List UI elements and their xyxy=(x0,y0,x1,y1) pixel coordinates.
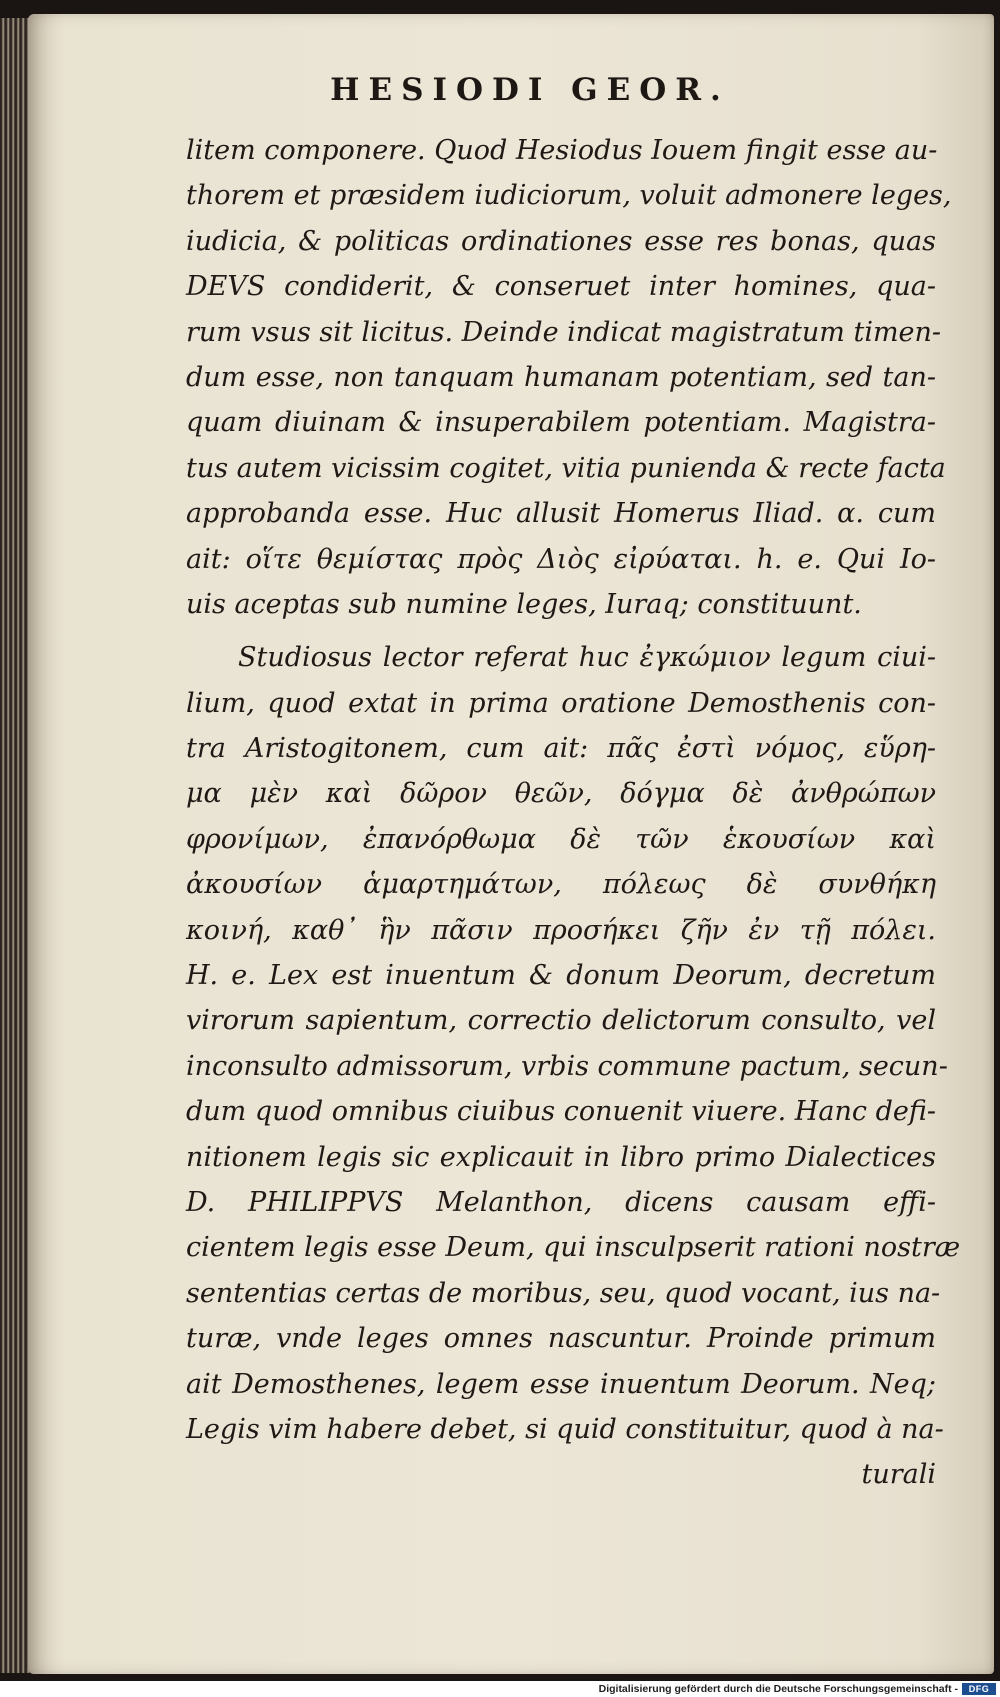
text-line: ait Demosthenes, legem esse inuentum Deorum. Neq; xyxy=(186,1368,936,1400)
text-line: sententias certas de moribus, seu, quod vocant, ius na- xyxy=(186,1277,941,1309)
text-line: thorem et præsidem iudiciorum, voluit admonere leges, xyxy=(186,180,952,212)
text-line: iudicia, & politicas ordinationes esse res bonas, quas xyxy=(186,225,936,257)
text-line: dum esse, non tanquam humanam potentiam, sed tan- xyxy=(186,361,936,393)
text-line: dum quod omnibus ciuibus conuenit viuere. Hanc defi- xyxy=(186,1096,936,1128)
running-head: HESIODI GEOR. xyxy=(330,72,730,108)
text-line: uis aceptas sub numine leges, Iuraq; constituunt. xyxy=(186,588,862,620)
text-line: φρονίμων, ἐπανόρθωμα δὲ τῶν ἑκουσίων καὶ xyxy=(186,823,936,855)
text-line: inconsulto admissorum, vrbis commune pactum, secun- xyxy=(186,1050,948,1082)
text-line: virorum sapientum, correctio delictorum consulto, vel xyxy=(186,1005,936,1037)
text-line: tra Aristogitonem, cum ait: πᾶς ἐστὶ νόμος, εὕρη- xyxy=(186,733,936,765)
text-line: litem componere. Quod Hesiodus Iouem fingit esse au- xyxy=(186,135,938,166)
text-line: rum vsus sit licitus. Deinde indicat magistratum timen- xyxy=(186,316,942,348)
text-line: DEVS condiderit, & conseruet inter homines, qua- xyxy=(186,271,936,303)
text-line: μα μὲν καὶ δῶρον θεῶν, δόγμα δὲ ἀνθρώπων xyxy=(186,778,936,810)
text-line: H. e. Lex est inuentum & donum Deorum, decretum xyxy=(186,960,936,992)
text-line: approbanda esse. Huc allusit Homerus Iliad. α. cum xyxy=(186,498,936,530)
text-line: nitionem legis sic explicauit in libro primo Dialectices xyxy=(186,1141,936,1173)
text-line: turæ, vnde leges omnes nascuntur. Proinde primum xyxy=(186,1323,936,1355)
text-line: ἀκουσίων ἁμαρτημάτων, πόλεως δὲ συνθήκη xyxy=(186,869,936,901)
text-line: quam diuinam & insuperabilem potentiam. Magistra- xyxy=(186,407,936,439)
funding-credit: Digitalisierung gefördert durch die Deutsche Forschungsgemeinschaft - xyxy=(598,1683,958,1695)
text-line: tus autem vicissim cogitet, vitia punienda & recte facta xyxy=(186,452,946,484)
text-line: ait: οἵτε θεμίστας πρὸς Διὸς εἰρύαται. h. e. Qui Io- xyxy=(186,543,936,575)
text-line: D. PHILIPPVS Melanthon, dicens causam effi- xyxy=(186,1186,936,1218)
text-line: Legis vim habere debet, si quid constituitur, quod à na- xyxy=(186,1413,944,1445)
text-line: cientem legis esse Deum, qui insculpserit rationi nostræ xyxy=(186,1232,961,1264)
text-line: κοινή, καθ᾽ ἣν πᾶσιν προσήκει ζῆν ἐν τῇ πόλει. xyxy=(186,914,936,946)
dfg-logo-icon: DFG xyxy=(962,1683,996,1695)
catchword: turali xyxy=(861,1459,936,1491)
body-text xyxy=(186,128,961,1498)
digitization-footer xyxy=(0,1681,1000,1697)
text-line: Studiosus lector referat huc ἐγκώμιον legum ciui- xyxy=(238,642,936,674)
text-line: lium, quod extat in prima oratione Demosthenis con- xyxy=(186,687,936,719)
